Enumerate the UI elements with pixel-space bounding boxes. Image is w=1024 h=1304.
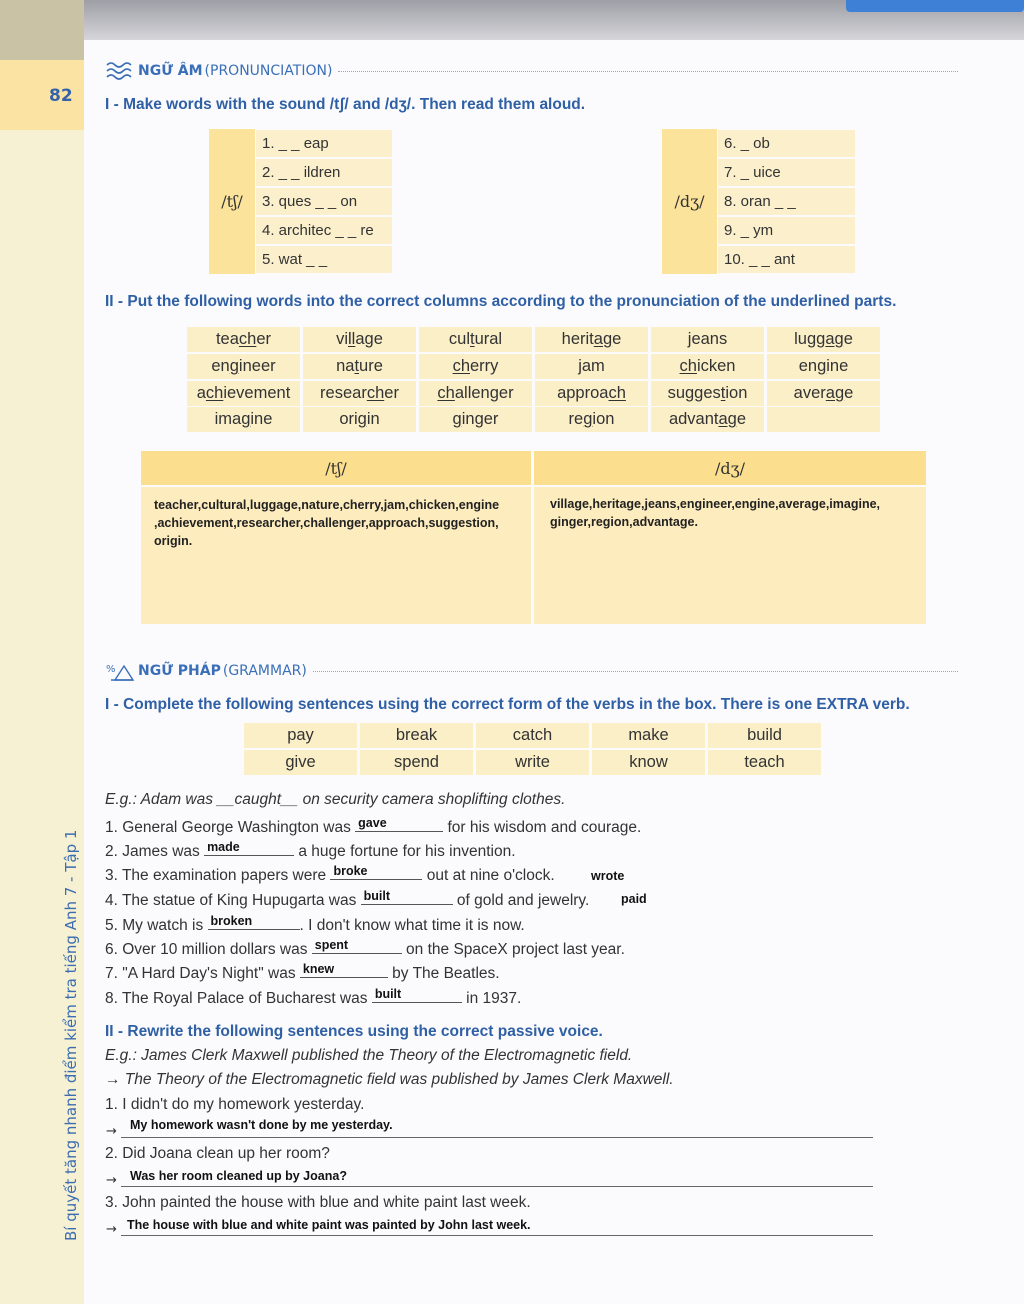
pron-item: 3. ques _ _ on <box>256 188 392 215</box>
pron-item: 1. _ _ eap <box>256 130 392 157</box>
answer-blank[interactable] <box>355 816 443 832</box>
verb-cell: know <box>592 750 705 775</box>
blank-fill: knew <box>302 962 335 976</box>
grammar-example <box>105 791 565 809</box>
margin-note: wrote <box>591 869 625 883</box>
answer-header-dzh: /dʒ/ <box>534 451 926 485</box>
pron-item: 6. _ ob <box>718 130 855 157</box>
arrow-icon: → <box>106 1173 117 1188</box>
blank-fill: built <box>374 987 402 1001</box>
sentence-text: 2. James was <box>105 843 205 860</box>
word-cell: ch allenger <box>419 381 532 406</box>
passive-example-2: → The Theory of the Electromagnetic field was published by James Clerk Maxwell. <box>105 1071 674 1088</box>
top-accent-bar <box>846 0 1024 12</box>
grammar-task2-instruction: II - Rewrite the following sentences using the correct passive voice. <box>105 1023 603 1040</box>
answer-header-tsh: /tʃ/ <box>141 451 531 485</box>
wave-icon <box>105 60 135 82</box>
verb-cell: pay <box>244 723 357 748</box>
word-cell: cul t ural <box>419 327 532 352</box>
heading-divider <box>338 71 958 72</box>
dzh-sound-label: /dʒ/ <box>662 129 717 274</box>
grammar-sentence-3 <box>105 864 555 885</box>
arrow-icon: → <box>106 1124 117 1139</box>
sentence-text: 6. Over 10 million dollars was <box>105 941 312 958</box>
word-cell: a ch ievement <box>187 381 300 406</box>
blank-fill: spent <box>314 938 349 952</box>
pronunciation-heading-light: (PRONUNCIATION) <box>204 63 333 79</box>
verb-cell: give <box>244 750 357 775</box>
example-answer: __caught__ <box>217 791 299 808</box>
passive-example-1: E.g.: James Clerk Maxwell published the Theory of the Electromagnetic field. <box>105 1047 633 1064</box>
answer-blank[interactable] <box>204 840 294 856</box>
answer-blank[interactable] <box>300 962 388 978</box>
pron-item: 8. oran _ _ <box>718 188 855 215</box>
blank-fill: gave <box>358 816 387 830</box>
word-cell: sugges t ion <box>651 381 764 406</box>
word-cell: ori g in <box>303 407 416 432</box>
answer-line[interactable] <box>121 1235 873 1236</box>
word-cell: ima g ine <box>187 407 300 432</box>
grammar-sentence-2 <box>105 840 516 861</box>
passive-answer-1[interactable]: My homework wasn't done by me yesterday. <box>130 1118 393 1132</box>
sentence-text: in 1937. <box>461 990 522 1007</box>
word-cell: herit ag e <box>535 327 648 352</box>
passive-answer-3[interactable]: The house with blue and white paint was painted by John last week. <box>127 1218 531 1232</box>
verb-cell: make <box>592 723 705 748</box>
sentence-text: out at nine o'clock. <box>422 867 555 884</box>
sentence-text: 8. The Royal Palace of Bucharest was <box>105 990 372 1007</box>
example-before: E.g.: Adam was <box>105 791 218 808</box>
passive-question-2: 2. Did Joana clean up her room? <box>105 1145 330 1162</box>
grammar-icon <box>105 660 135 682</box>
blank-fill: broken <box>210 914 253 928</box>
verb-cell: catch <box>476 723 589 748</box>
passive-question-1: 1. I didn't do my homework yesterday. <box>105 1096 365 1113</box>
answer-line[interactable] <box>121 1186 873 1187</box>
pron-task1-instruction: I - Make words with the sound /tʃ/ and /dʒ/. Then read them aloud. <box>105 96 586 113</box>
verb-cell: write <box>476 750 589 775</box>
answer-line[interactable] <box>121 1137 873 1138</box>
word-cell: en g ineer <box>187 354 300 379</box>
tsh-sound-label: /tʃ/ <box>209 129 255 274</box>
grammar-sentence-8 <box>105 987 521 1008</box>
pron-item: 2. _ _ ildren <box>256 159 392 186</box>
passive-question-3: 3. John painted the house with blue and white paint last week. <box>105 1194 531 1211</box>
svg-text:%: % <box>106 664 116 675</box>
blank-fill: broke <box>333 864 368 878</box>
pron-item: 4. architec _ _ re <box>256 217 392 244</box>
pronunciation-heading-bold: NGỮ ÂM <box>138 63 203 79</box>
sentence-text: 3. The examination papers were <box>105 867 331 884</box>
word-cell: re g ion <box>535 407 648 432</box>
sentence-text: . I don't know what time it is now. <box>299 917 525 934</box>
word-cell: vi ll age <box>303 327 416 352</box>
answer-text-dzh[interactable]: village,heritage,jeans,engineer,engine,average,imagine, ginger,region,advantage. <box>550 497 880 529</box>
sentence-text: 5. My watch is <box>105 917 208 934</box>
page-number: 82 <box>49 86 73 106</box>
word-cell: resear ch er <box>303 381 416 406</box>
sentence-text: 7. "A Hard Day's Night" was <box>105 965 300 982</box>
word-cell: approa ch <box>535 381 648 406</box>
sentence-text: on the SpaceX project last year. <box>401 941 625 958</box>
word-cell <box>767 407 880 432</box>
pron-item: 7. _ uice <box>718 159 855 186</box>
word-cell: ch erry <box>419 354 532 379</box>
pron-item: 9. _ ym <box>718 217 855 244</box>
grammar-sentence-5 <box>105 914 525 935</box>
left-strip-top <box>0 0 84 60</box>
word-cell: g inger <box>419 407 532 432</box>
example-after: on security camera shoplifting clothes. <box>298 791 566 808</box>
word-cell: j am <box>535 354 648 379</box>
sentence-text: by The Beatles. <box>387 965 500 982</box>
answer-blank[interactable] <box>312 938 402 954</box>
word-cell: en g ine <box>767 354 880 379</box>
word-cell: ch icken <box>651 354 764 379</box>
grammar-sentence-1 <box>105 816 641 837</box>
answer-blank[interactable] <box>372 987 462 1003</box>
grammar-heading-light: (GRAMMAR) <box>222 663 307 679</box>
verb-cell: teach <box>708 750 821 775</box>
sentence-text: of gold and jewelry. <box>452 892 590 909</box>
blank-fill: made <box>207 840 240 854</box>
word-cell: tea ch er <box>187 327 300 352</box>
pron-item: 5. wat _ _ <box>256 246 392 273</box>
verb-cell: break <box>360 723 473 748</box>
pron-task2-instruction: II - Put the following words into the correct columns according to the pronunciation of the underlined parts. <box>105 293 897 310</box>
arrow-icon: → <box>106 1222 117 1237</box>
word-cell: na t ure <box>303 354 416 379</box>
answer-blank[interactable] <box>330 864 422 880</box>
answer-text-tsh[interactable]: teacher,cultural,luggage,nature,cherry,jam,chicken,engine ,achievement,researcher,challenger,approach,suggestion, origin. <box>154 498 500 548</box>
sentence-text: for his wisdom and courage. <box>443 819 642 836</box>
sentence-text: 1. General George Washington was <box>105 819 356 836</box>
passive-answer-2[interactable]: Was her room cleaned up by Joana? <box>130 1169 347 1183</box>
word-cell: aver ag e <box>767 381 880 406</box>
grammar-task1-instruction: I - Complete the following sentences using the correct form of the verbs in the box. There is one EXTRA verb. <box>105 696 910 713</box>
blank-fill: built <box>363 889 391 903</box>
sentence-text: 4. The statue of King Hupugarta was <box>105 892 361 909</box>
answer-blank[interactable] <box>361 889 453 905</box>
sentence-text: a huge fortune for his invention. <box>294 843 516 860</box>
pron-item: 10. _ _ ant <box>718 246 855 273</box>
word-cell: advant ag e <box>651 407 764 432</box>
heading-divider <box>313 671 958 672</box>
grammar-sentence-4 <box>105 889 589 910</box>
answer-blank[interactable] <box>208 914 300 930</box>
pronunciation-heading <box>105 60 958 82</box>
word-cell: j eans <box>651 327 764 352</box>
grammar-sentence-6 <box>105 938 625 959</box>
book-side-title: Bí quyết tăng nhanh điểm kiểm tra tiếng Anh 7 - Tập 1 <box>62 829 80 1241</box>
grammar-heading <box>105 660 958 682</box>
margin-note: paid <box>621 892 647 906</box>
verb-cell: build <box>708 723 821 748</box>
grammar-heading-bold: NGỮ PHÁP <box>138 663 221 679</box>
word-cell: lugg ag e <box>767 327 880 352</box>
verb-cell: spend <box>360 750 473 775</box>
grammar-sentence-7 <box>105 962 500 983</box>
